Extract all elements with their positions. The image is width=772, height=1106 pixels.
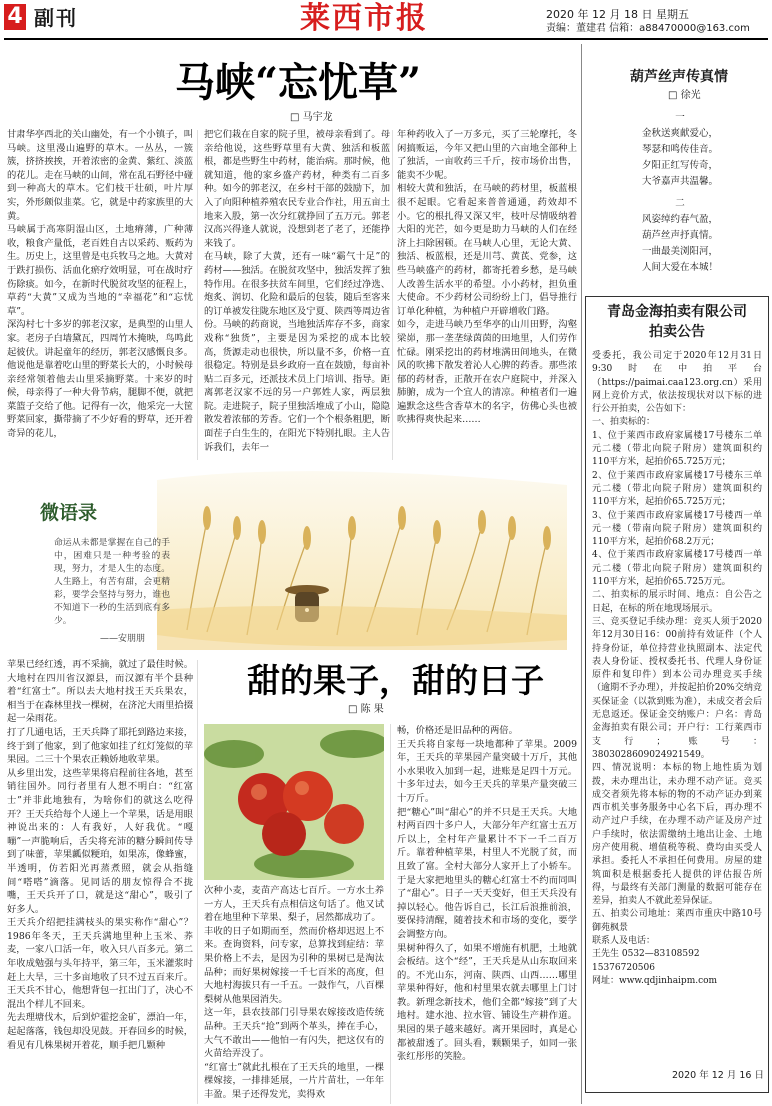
- editor-info: 责编：董建君 信箱：a88470000@163.com: [546, 23, 750, 34]
- poem-line: 葫芦丝声抒真情。: [641, 230, 718, 241]
- notice-date: 2020 年 12 月 16 日: [672, 1070, 764, 1081]
- article2-col3: 畅，价格还是旧品种的两倍。 王天兵将自家每一块地都种了苹果。2009年，王天兵的苹果园产量突破十万斤，其他小水果收入加到一起，进账是足四十万元。十多年过去，如今王天兵的苹果产量突破三十万斤。 把“糖心”叫“甜心”的并不只是王天兵。大地村两百四十多户人，大部分年产红富士五万斤以上，全村年产量累计不下一千二百万斤。靠着种植苹果，村里人不光脱了贫，而且致了富。全村大部分人家开上了小轿车。于是大家把地里头的糖心红富士不约而同叫了“甜心”。日子一天天变好，但王天兵没有掉以轻心。他告诉自己，长江后浪推前浪，要保持清醒，随着技术和市场的变化，要学会调整方向。 果树种得久了，如果不增施有机肥，土地就会板结。这个“经”，王天兵是从山东取回来的。不光山东，河南、陕西、山西……哪里苹果种得好，他和村里果农就去哪里上门讨教。新理念新技术，他们全都“嫁接”到了大地村。建水池、拉水管、铺设生产耕作道。果园的果子越来越好。离开果园时，真是心都被甜透了。回头看，颗颗果子，如同一张张红彤彤的笑脸。: [397, 725, 577, 1063]
- notice-body: 受委托，我公司定于2020年12月31日9:30时在中拍平台（https://paimai.caa123.org.cn）采用网上竞价方式，依法按现状对以下标的进行公开拍卖，公告如下： 一、拍卖标的： 1、位于莱西市政府家属楼17号楼东二单元二楼（带北向院子附房）建筑面积约110平方米，起拍价65.725万元； 2、位于莱西市政府家属楼17号楼东三单元二楼（带北向院子附房）建筑面积约110平方米，起拍价65.725万元； 3、位于莱西市政府家属楼17号楼西一单元一楼（带南向院子附房）建筑面积约110平方米，起拍价68.2万元； 4、位于莱西市政府家属楼17号楼西一单元二楼（带北向院子附房）建筑面积约110平方米，起拍价65.725万元。 二、拍卖标的展示时间、地点：自公告之日起，在标的所在地现场展示。 三、竞买登记手续办理：竞买人须于2020年12月30日16：00前持有效证件（个人持身份证，单位持营业执照副本、法定代表人身份证、授权委托书、代理人身份证原件和复印件）到本公司办理竞买手续（逾期不予办理），并按起拍价20%交纳竞买保证金（以款到账为准），未成交者会后无息返还。保证金交纳账户：户名：青岛金海拍卖有限公司；开户行：工行莱西市支行；账号：3803028609024921549。 四、情况说明：本标的物上地性质为划拨，未办理出让，未办理不动产证。竞买成交者须先将本标的物的不动产证办到莱西市机关事务服务中心名下后，再办理不动产过户手续，在办理不动产证及房产过户手续时，依法需缴纳土地出让金、土地房产使用税、增值税等税、费均由买受人承担。委托人不承担任何费用。房屋的建筑面积是根据委托人提供的评估报告所得，与最终有关部门测量的数据可能存在差异，拍卖人不就此差异保证。 五、拍卖公司地址：莱西市重庆中路10号御苑枫景 联系人及电话： 王先生 0532—83108592 15376720506 网址：www.qdjinhaipm.com: [592, 351, 762, 986]
- poem-stanza-1: [600, 110, 760, 190]
- column-divider: [197, 130, 198, 460]
- column-divider: [392, 130, 393, 460]
- page-number: 4: [4, 4, 26, 30]
- article2-author: □ 陈 果: [348, 704, 384, 715]
- notice-title-main: 拍卖公告: [649, 324, 705, 340]
- apple-photo: [204, 724, 384, 880]
- notice-title-company: 青岛金海拍卖有限公司: [607, 304, 747, 320]
- poem-line: 大爷嘉声共温馨。: [641, 176, 718, 187]
- stanza-mark: 二: [675, 198, 685, 209]
- section-name: 副刊: [34, 6, 78, 30]
- poem-line: 风姿绰约春气盈，: [641, 214, 718, 225]
- article1-col2: 把它们栽在自家的院子里，被母亲看到了。母亲给他说，这些野草里有大黄、独活和板蓝根，都是些野生中药材，能治病。那时候，他就知道，他的家乡盛产药材，种类有二百多种。如今的郭老汉，在乡村干部的鼓励下，加入了向阳种植养殖农民专业合作社，用五亩土地来入股，第一次分红就挣回了五万元。郭老汉高兴得逢人就说，没想到老了老了，还能挣来钱了。 在马峡，除了大黄，还有一味“霸气十足”的药材——独活。在脱贫攻坚中，独活发挥了独特作用。在很多扶贫车间里，它们经过净选、炮炙、润切、化险和最后的包装，随后至客来的订单被发往陇东地区及宁夏、陕西等周边省份。马峡的药商说，当地独活库存不多，商家戏称“独货”，主要是因为采挖的成本比较高，货源走动也很快，所以量不多，价格一直很稳定。特别是县乡政府一直在鼓励，每亩补贴二百多元，还派技术员上门培训、指导。距离郭老汉家不远的另一户郭姓人家，两层独院。走进院子，院子里独活堆成了小山，隐隐散发着浓郁的芳香。它们一个个根条粗肥，断面茬子白生生的，在阳光下特别扎眼。主人告诉我们，去年一: [204, 129, 390, 453]
- weiyulu-title: 微语录: [40, 502, 98, 524]
- column-divider: [197, 660, 198, 1104]
- stanza-mark: 一: [675, 112, 685, 123]
- poem-line: 人间大爱在本城！: [641, 262, 718, 273]
- poem-author: □ 徐光: [668, 90, 701, 101]
- weiyulu-text: 命运从未都是掌握在自己的手中，困难只是一种考验的表现，努力，才是人生的态度。人生路上，有苦有甜，会更精彩，要学会坚持与努力，谁也不知道下一秒的生活到底有多少。: [54, 538, 170, 626]
- article1-col1: 甘肃华亭西北的关山幽处，有一个小镇子，叫马峡。这里漫山遍野的草木。一丛丛，一簇簇，挤挤挨挨，开着浓密的金黄、紫红、淡蓝的花儿。走在马峡的山间，常在乱石野径中碰到一种高大的草木。它们枝干壮硕，叶片厚实，外形颇似韭菜。它，就是中药家族里的大黄。 马峡属于高寒阴湿山区，土地瘠薄，广种薄收，粮食产量低，老百姓自古以采药、贩药为生。历史上，这里曾是屯兵牧马之地。大黄对于跌打损伤、活血化瘀疗效明显，可在战时疗伤除痰。如今，在新时代脱贫攻坚的征程上，草药“大黄”又成为当地的“幸福花”和“忘忧草”。 深沟村七十多岁的郭老汉家，是典型的山里人家。老房子白墙黛瓦，四周竹木掩映，鸟鸣此起彼伏。讲起童年的经历，郭老汉感慨良多。他说他是靠着吃山里的野菜长大的，小时候母亲经常领着他去山里采摘野菜。十来岁的时候，母亲得了一种大骨节病，腿脚不便，就把菜篮子交给了他。记得有一次，他采完一大筐野菜回家，撕带摘了不少好看的野草，还开着奇异的花儿，: [7, 129, 193, 440]
- newspaper-logo: 莱西市报: [300, 1, 428, 36]
- header-divider: [4, 38, 768, 40]
- article2-col1: 苹果已经红透，再不采摘，就过了最佳时候。大地村在四川省汉源县，而汉源有半个县种着“红富士”。所以去大地村找王天兵果农，相当于在森林里找一棵树，在济沱大雨里拾掇起一朵雨花。 打了几通电话，王天兵降了耶托到路边来接，终于到了他家，到了他家如挂了红灯笼似的苹果园。二三十个果农正赖娇地收苹果。 从乡里出发，这些苹果将启程前往各地，甚至销往国外。同行者里有人想不明白：“红富士”并非此地独有，为啥你们的就这么吃得开？王天兵给每个人递上一个苹果，话是用眼神说出来的：人有我好，人好我优。“嘎嘣”一声脆响后，舌尖将充沛的糖分瞬间传导到了味蕾，苹果瓤似粳珀，如果冻，像蜂蜜，半透明，仿若阳光再蒸煮照，就会从指缝间“嗒嗒”滴落。见同话的朋友惊得合不拢嘴，王天兵开了口，就是这“甜心”，吸引了好多人。 王天兵介绍把挂满枝头的果实称作“甜心”？1986年冬天，王天兵满地里种上玉米、荞麦，一家八口活一年，收入只八百多元。第二年收成勉强与头年持平，第三年，玉米灌浆时赶上大旱，三十多亩地收了只不过五百来斤。王天兵不甘心，他想背包一扛出门了，决心不混出个样儿不回来。 先去理塘伐木，后到炉霍挖金矿，漂泊一年，起起落落，钱包却没见鼓。开春回乡的时候，看见有几株果树开着花，顺手把几颗种: [7, 659, 193, 1051]
- issue-date: 2020 年 12 月 18 日 星期五: [546, 8, 689, 21]
- article2-col2: 次种小麦，麦苗产高达七百斤。一方水土养一方人，王天兵有点相信这句话了。他又试着在地里种下苹果、梨子，居然都成功了。 丰收的日子如期而至，然而价格却迟迟上不来。查询资料，问专家，总算找到症结：苹果价格上不去，是因为引种的果树已是淘汰品种；而好果树嫁接一千七百米的高度，但大地村海拔只有一千五。一鼓作气，八百棵梨树从他果园消失。 这一年，县农技部门引导果农嫁接改造传统品种。王天兵“抢”到两个革头，捧在手心，大气不敢出——他怕一有闪失，把这仅有的火苗给弄没了。 “红富士”就此扎根在了王天兵的地里，一棵棵嫁接，一排排延展，一片片苗壮，一年年丰盈。果子还得发光，卖得欢: [204, 885, 384, 1100]
- article2-title: 甜的果子，甜的日子: [247, 661, 544, 700]
- apple-tree-image: [204, 724, 384, 880]
- column-divider: [581, 44, 582, 1104]
- poem-stanza-2: [600, 196, 760, 276]
- poem-line: 金秋送爽献爱心，: [641, 128, 718, 139]
- poem-line: 一曲最美浏阳河，: [641, 246, 718, 257]
- poem-title: 葫芦丝声传真情: [630, 69, 728, 85]
- weiyulu-author: ——安朋朋: [100, 634, 146, 644]
- poem-line: 琴瑟和鸣传佳音。: [641, 144, 718, 155]
- article1-col3: 年种药收入了一万多元，买了三轮摩托，冬闲搞贩运，今年又把山里的六亩地全部种上了独活，一亩收药三千斤，按市场价出售，能卖不少呢。 相较大黄和独活，在马峡的药材里，板蓝根很不起眼。它看起来普普通通，药效却不小。它的根扎得又深又牢，枝叶尽情吸纳着大阳的光芒，如今更是助力马峡的人们在经济上扫除困顿。在马峡人心里，无论大黄、独活、板蓝根，还是川芎、黄芪、党参，这些马峡盛产的药材，都寄托着乡愁，是马峡人改善生活水平的希望。小小药材，担负重大使命。不少药材公司纷纷上门，倡导推行订单化种植，为种植户开辟增收门路。 如今，走进马峡乃至华亭的山川田野，沟壑梁峁，那一垄垄绿茵茵的田地里，人们劳作忙碌。刚采挖出的药材堆满田间地头，在微风的吹拂下散发着沁人心脾的药香。那些浓郁的药材香，正散开在农户庭院中，并深入肺腑，成为一个宜人的清凉。种植者们一遍遍默念这些含香草木的名字，仿佛心头也被吹拂得爽快起来……: [397, 129, 577, 426]
- poem-line: 夕阳正红写传奇，: [641, 160, 718, 171]
- article1-title: 马峡“忘忧草”: [175, 59, 422, 106]
- column-divider: [390, 724, 391, 1104]
- article1-author: □ 马宇龙: [290, 112, 333, 123]
